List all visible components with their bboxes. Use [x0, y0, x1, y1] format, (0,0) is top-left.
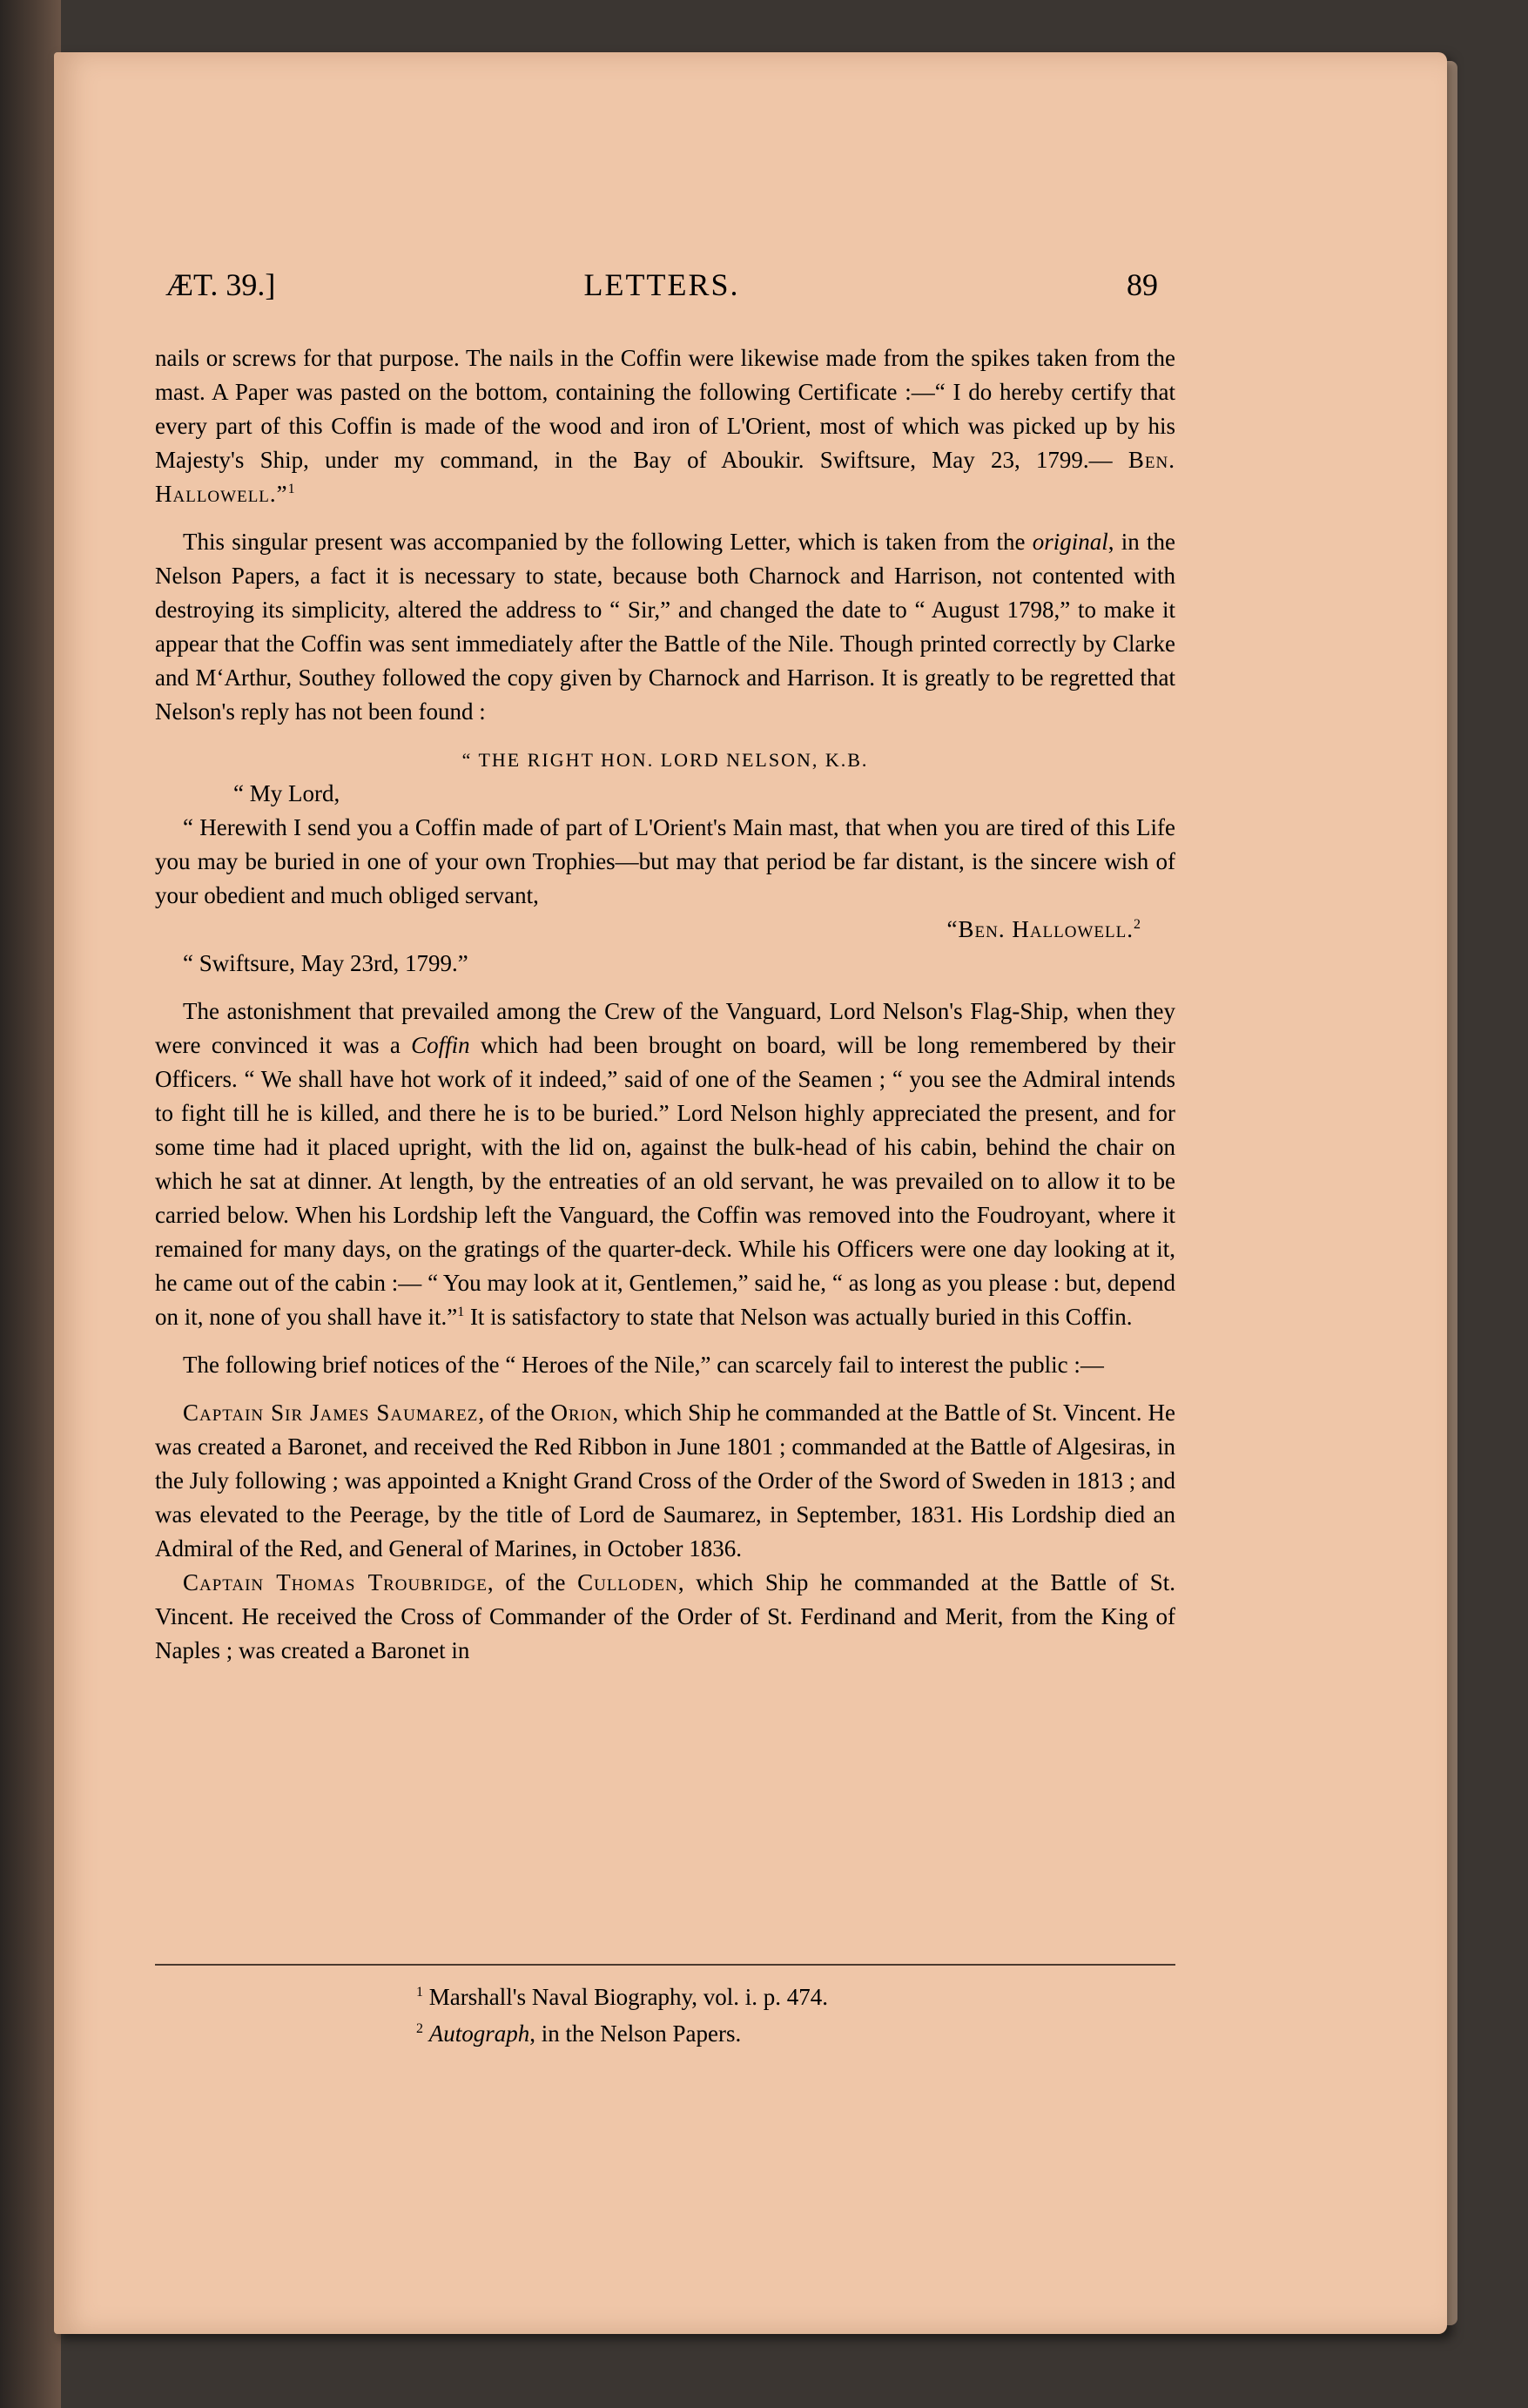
paragraph-6-text: , which Ship he commanded at the Battle of St. Vincent. He received the Cross of Commander of the Order of St. Ferdinand and Merit, from the King of Naples ; was created a Baronet in [155, 1569, 1176, 1663]
footnote-ref-1b: 1 [457, 1305, 465, 1319]
paragraph-2-text-b: , in the Nelson Papers, a fact it is necessary to state, because both Charnock and Harrison, not contented with destroying its simplicity, altered the address to “ Sir,” and changed the date to “ August 1798,” to make it appear that the Coffin was sent immediately after the Battle of the Nile. Though printed correctly by Clarke and M‘Arthur, Southey followed the copy given by Charnock and Harrison. It is greatly to be regretted that Nelson's reply has not been found : [155, 529, 1175, 725]
footnote-ref-2: 2 [1134, 917, 1141, 932]
paragraph-5-ship: Orion [550, 1400, 613, 1426]
header-title: LETTERS. [583, 267, 740, 302]
paragraph-2-italic: original [1032, 529, 1108, 555]
footnote-1 [416, 1979, 1200, 2015]
paragraph-5-text: , which Ship he commanded at the Battle of St. Vincent. He was created a Baronet, and received the Red Ribbon in June 1801 ; commanded at the Battle of Algesiras, in the July following ; was appointed a Knight Grand Cross of the Order of the Sword of Sweden in 1813 ; and was elevated to the Peerage, by the title of Lord de Saumarez, in September, 1831. His Lordship died an Admiral of the Red, and General of Marines, in October 1836. [155, 1400, 1176, 1561]
footnote-2-italic: Autograph [428, 2020, 530, 2047]
paragraph-1-signature: Ben. Hallowell.” [155, 447, 1176, 507]
footnote-ref-1: 1 [287, 482, 295, 496]
running-header [165, 263, 1158, 307]
letter-body: “ Herewith I send you a Coffin made of part of L'Orient's Main mast, that when you are tired of this Life you may be buried in one of your own Trophies—but may that period be far distant, is the sincere wish of your obedient and much obliged servant, [155, 814, 1175, 908]
paragraph-6-mid: , of the [487, 1569, 578, 1595]
paragraph-1 [155, 341, 1175, 511]
letter-signature-line [155, 913, 1175, 947]
letter-date: “ Swiftsure, May 23rd, 1799.” [183, 950, 468, 976]
paragraph-3-italic: Coffin [411, 1032, 470, 1058]
footnote-divider [155, 1964, 1175, 1966]
footnote-2-text: , in the Nelson Papers. [529, 2020, 742, 2047]
paragraph-3 [155, 995, 1175, 1334]
letter-signature: “Ben. Hallowell. [946, 916, 1134, 942]
paragraph-6-name: Captain Thomas Troubridge [183, 1569, 488, 1595]
paragraph-2-text-a: This singular present was accompanied by the following Letter, which is taken from the [183, 529, 1033, 555]
footnotes [416, 1979, 1200, 2052]
letter-heading: “ THE RIGHT HON. LORD NELSON, K.B. [461, 749, 869, 771]
paragraph-3-text-b: which had been brought on board, will be long remembered by their Officers. “ We shall have hot work of it indeed,” said of one of the Seamen ; “ you see the Admiral intends to fight till he is killed, and there he is to be buried.” Lord Nelson highly appreciated the present, and for some time had it placed upright, with the lid on, against the bulk-head of his cabin, behind the chair on which he sat at dinner. At length, by the entreaties of an old servant, he was prevailed on to allow it to be carried below. When his Lordship left the Vanguard, the Coffin was removed into the Foudroyant, where it remained for many days, on the gratings of the quarter-deck. While his Officers were one day looking at it, he came out of the cabin :— “ You may look at it, Gentlemen,” said he, “ as long as you please : but, depend on it, none of you shall have it.” [155, 1032, 1175, 1330]
paragraph-5-mid: , of the [478, 1400, 551, 1426]
letter-salutation: “ My Lord, [233, 780, 340, 806]
paragraph-6 [155, 1566, 1175, 1668]
page-body [155, 341, 1175, 1668]
paragraph-5-name: Captain Sir James Saumarez [183, 1400, 479, 1426]
paragraph-3-text-c: It is satisfactory to state that Nelson was actually buried in this Coffin. [464, 1304, 1133, 1330]
header-left: ÆT. 39.] [165, 267, 276, 302]
paragraph-1-text: nails or screws for that purpose. The nails in the Coffin were likewise made from the spikes taken from the mast. A Paper was pasted on the bottom, containing the following Certificate :—“ I do hereby certify that every part of this Coffin is made of the wood and iron of L'Orient, most of which was picked up by his Majesty's Ship, under my command, in the Bay of Aboukir. Swiftsure, May 23, 1799.— [155, 345, 1175, 473]
paragraph-3-text-a: The astonishment that prevailed among the Crew of the Vanguard, Lord Nelson's Flag-Ship, when they were convinced it was a [155, 998, 1175, 1058]
paragraph-5 [155, 1396, 1175, 1566]
book-spine [0, 0, 61, 2408]
page-number: 89 [1127, 267, 1158, 302]
footnote-2 [416, 2015, 1200, 2052]
footnote-1-mark: 1 [416, 1985, 423, 2000]
footnote-2-mark: 2 [416, 2021, 423, 2036]
paragraph-4: The following brief notices of the “ Heroes of the Nile,” can scarcely fail to interest the public :— [183, 1352, 1104, 1378]
paragraph-6-ship: Culloden [577, 1569, 678, 1595]
paragraph-2 [155, 525, 1175, 729]
footnote-1-text: Marshall's Naval Biography, vol. i. p. 474. [428, 1984, 829, 2010]
